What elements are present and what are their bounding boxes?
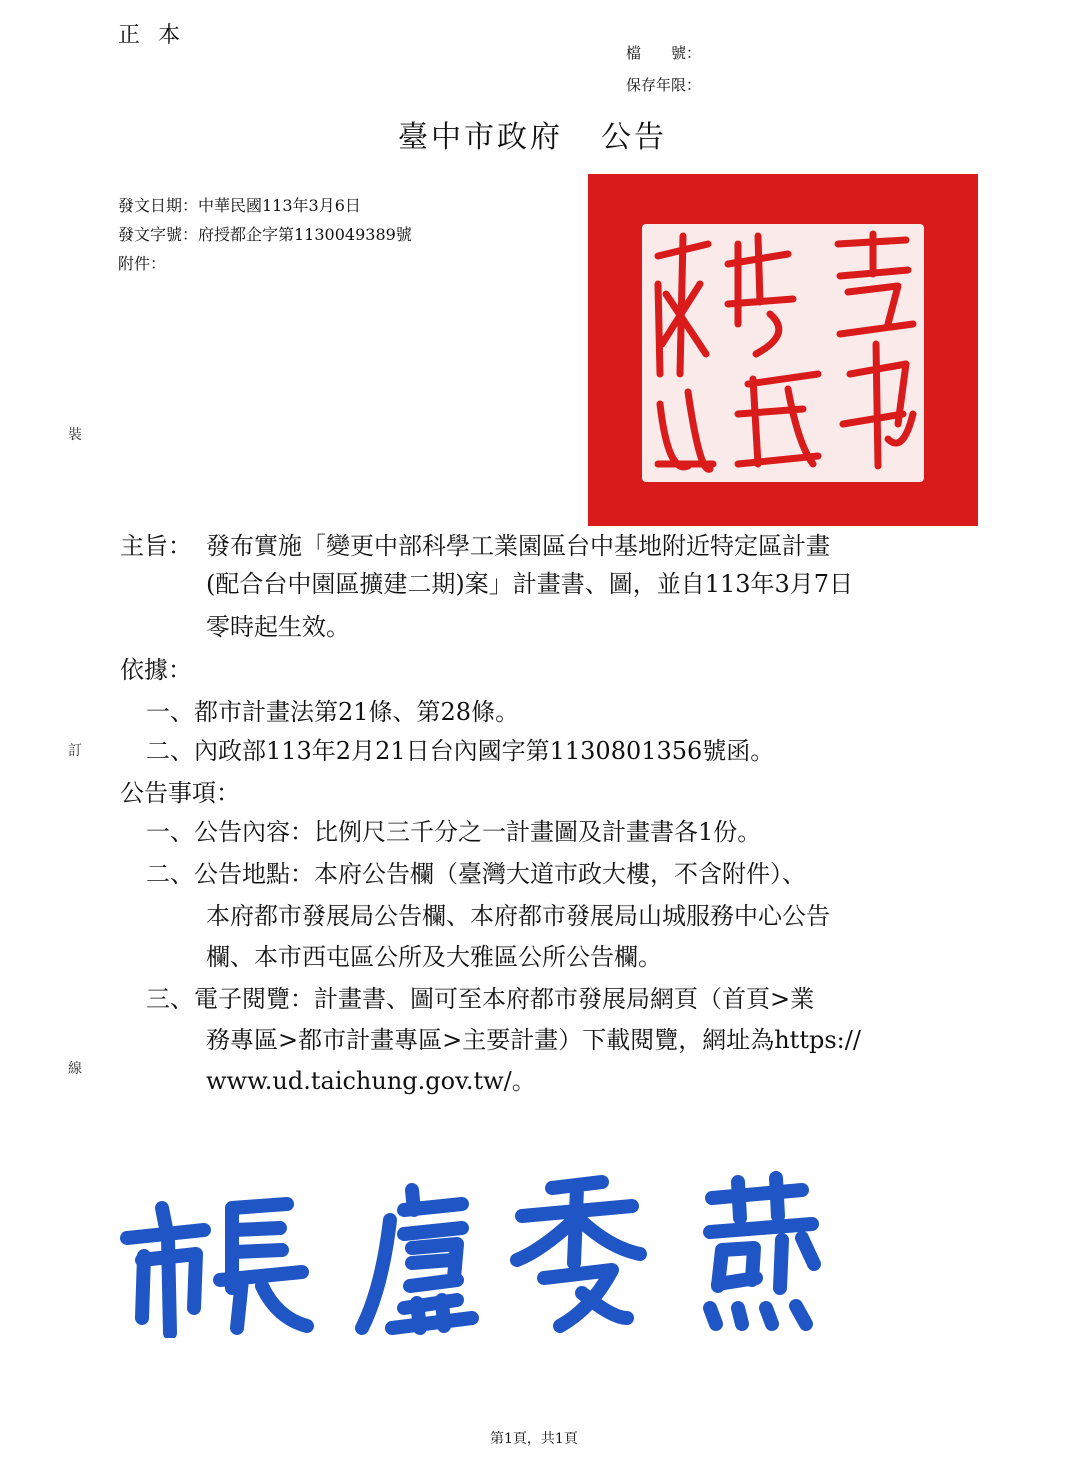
page-number: 第1頁，共1頁 [490, 1431, 578, 1447]
issuer-name: 臺中市政府 [398, 120, 563, 155]
issue-date: 發文日期：中華民國113年3月6日 [118, 196, 361, 215]
notice-item-3-line-2: 務專區>都市計畫專區>主要計畫）下載閱覽，網址為https:// [206, 1026, 861, 1054]
attachment-label: 附件： [118, 254, 167, 273]
subject-label: 主旨： [120, 532, 192, 560]
subject-line-3: 零時起生效。 [206, 613, 350, 641]
binding-mark-xian: 線 [68, 1061, 82, 1077]
document-title [398, 112, 667, 156]
binding-mark-ding: 訂 [68, 743, 82, 759]
original-copy-mark: 正本 [118, 23, 199, 48]
retention-period-label: 保存年限： [626, 76, 702, 94]
notice-item-2-line-2: 本府都市發展局公告欄、本府都市發展局山城服務中心公告 [206, 902, 830, 930]
basis-label: 依據： [120, 656, 192, 684]
notice-item-2-line-3: 欄、本市西屯區公所及大雅區公所公告欄。 [206, 943, 662, 971]
mayor-signature-stamp [112, 1168, 832, 1338]
subject-line-2: (配合台中園區擴建二期)案」計畫書、圖，並自113年3月7日 [206, 570, 854, 598]
notice-item-3-line-1: 三、電子閱覽：計畫書、圖可至本府都市發展局網頁（首頁>業 [146, 985, 815, 1013]
notice-item-2-line-1: 二、公告地點：本府公告欄（臺灣大道市政大樓，不含附件）、 [146, 860, 806, 888]
document-type: 公告 [601, 120, 667, 155]
basis-item-2: 二、內政部113年2月21日台內國字第1130801356號函。 [146, 737, 775, 765]
notice-item-1: 一、公告內容：比例尺三千分之一計畫圖及計畫書各1份。 [146, 818, 762, 846]
notices-label: 公告事項： [120, 779, 240, 807]
document-number: 發文字號：府授都企字第1130049389號 [118, 225, 412, 244]
notice-item-3-line-3: www.ud.taichung.gov.tw/。 [206, 1067, 536, 1095]
basis-item-1: 一、都市計畫法第21條、第28條。 [146, 698, 520, 726]
subject-line-1: 發布實施「變更中部科學工業園區台中基地附近特定區計畫 [206, 532, 830, 560]
official-seal-stamp [588, 174, 978, 526]
binding-mark-zhuang: 裝 [68, 427, 82, 443]
file-number-label: 檔 號： [626, 44, 702, 62]
